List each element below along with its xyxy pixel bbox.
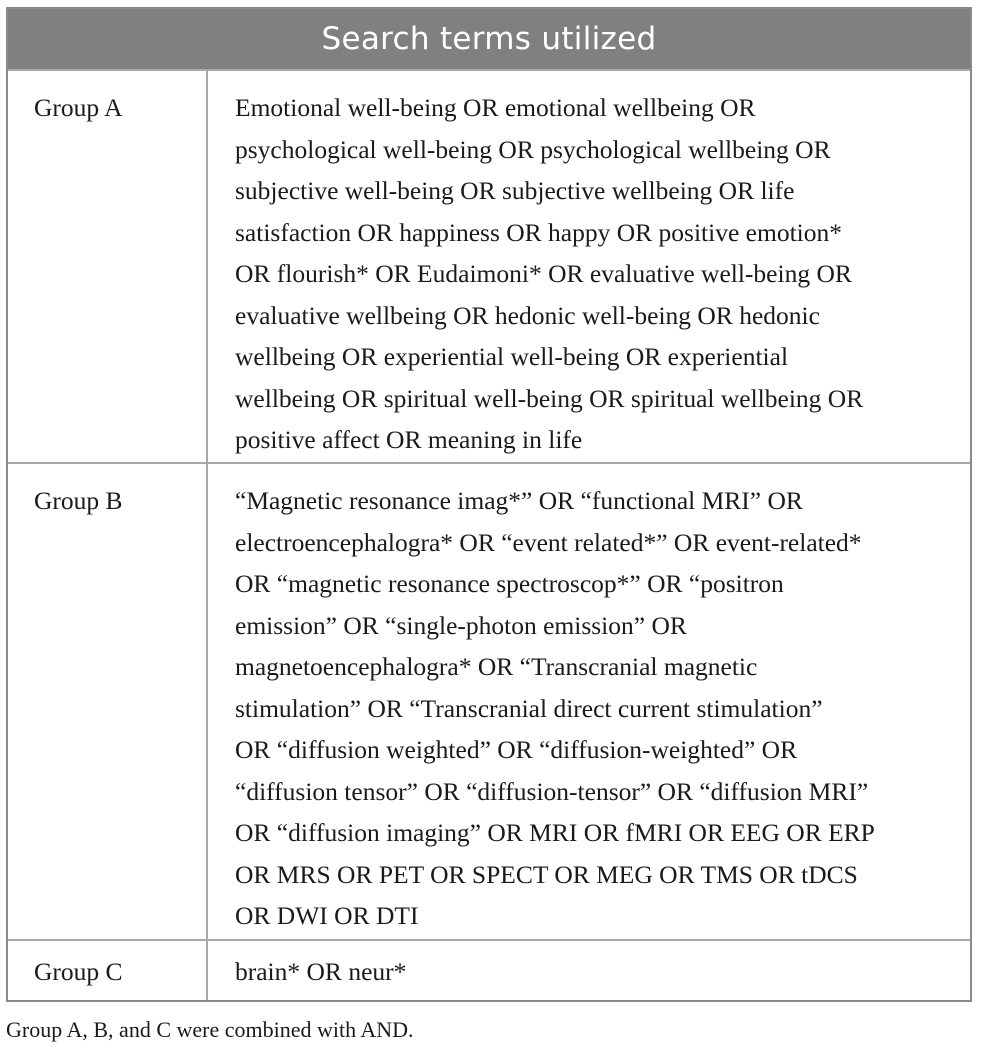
term-line: OR “diffusion weighted” OR “diffusion-weighted” OR bbox=[235, 735, 798, 764]
term-line: stimulation” OR “Transcranial direct current stimulation” bbox=[235, 693, 823, 723]
term-line: evaluative wellbeing OR hedonic well-being OR hedonic bbox=[235, 300, 820, 330]
search-terms-cell bbox=[208, 464, 970, 939]
table-footnote: Group A, B, and C were combined with AND. bbox=[6, 1017, 414, 1042]
group-label: Group A bbox=[8, 71, 208, 462]
term-line: OR “diffusion imaging” OR MRI OR fMRI OR EEG OR ERP bbox=[235, 818, 875, 847]
term-line: “Magnetic resonance imag*” OR “functional MRI” OR bbox=[235, 486, 803, 515]
search-terms-table bbox=[6, 7, 972, 1002]
term-line: brain* OR neur* bbox=[235, 957, 407, 986]
group-label: Group C bbox=[8, 941, 208, 1000]
table-header: Search terms utilized bbox=[8, 9, 970, 69]
term-line: “diffusion tensor” OR “diffusion-tensor” OR “diffusion MRI” bbox=[235, 776, 869, 806]
term-line: magnetoencephalogra* OR “Transcranial magnetic bbox=[235, 652, 758, 681]
table-row-group-b bbox=[8, 462, 970, 939]
table-row-group-a bbox=[8, 69, 970, 462]
group-label: Group B bbox=[8, 464, 208, 939]
term-line: subjective well-being OR subjective wellbeing OR life bbox=[235, 176, 795, 205]
term-line: psychological well-being OR psychological wellbeing OR bbox=[235, 134, 831, 164]
term-line: OR DWI OR DTI bbox=[235, 901, 419, 930]
term-line: emission” OR “single-photon emission” OR bbox=[235, 610, 687, 640]
term-line: wellbeing OR spiritual well-being OR spiritual wellbeing OR bbox=[235, 383, 864, 413]
term-line: wellbeing OR experiential well-being OR experiential bbox=[235, 342, 789, 371]
term-line: satisfaction OR happiness OR happy OR positive emotion* bbox=[235, 217, 842, 247]
search-terms-cell bbox=[208, 71, 970, 462]
term-line: electroencephalogra* OR “event related*” OR event-related* bbox=[235, 527, 862, 557]
term-line: OR “magnetic resonance spectroscop*” OR “positron bbox=[235, 569, 784, 598]
search-terms-cell bbox=[208, 941, 970, 1000]
term-line: OR MRS OR PET OR SPECT OR MEG OR TMS OR tDCS bbox=[235, 859, 858, 889]
table-row-group-c bbox=[8, 939, 970, 1000]
term-line: OR flourish* OR Eudaimoni* OR evaluative well-being OR bbox=[235, 259, 852, 288]
term-line: positive affect OR meaning in life bbox=[235, 425, 583, 454]
term-line: Emotional well-being OR emotional wellbeing OR bbox=[235, 93, 756, 122]
